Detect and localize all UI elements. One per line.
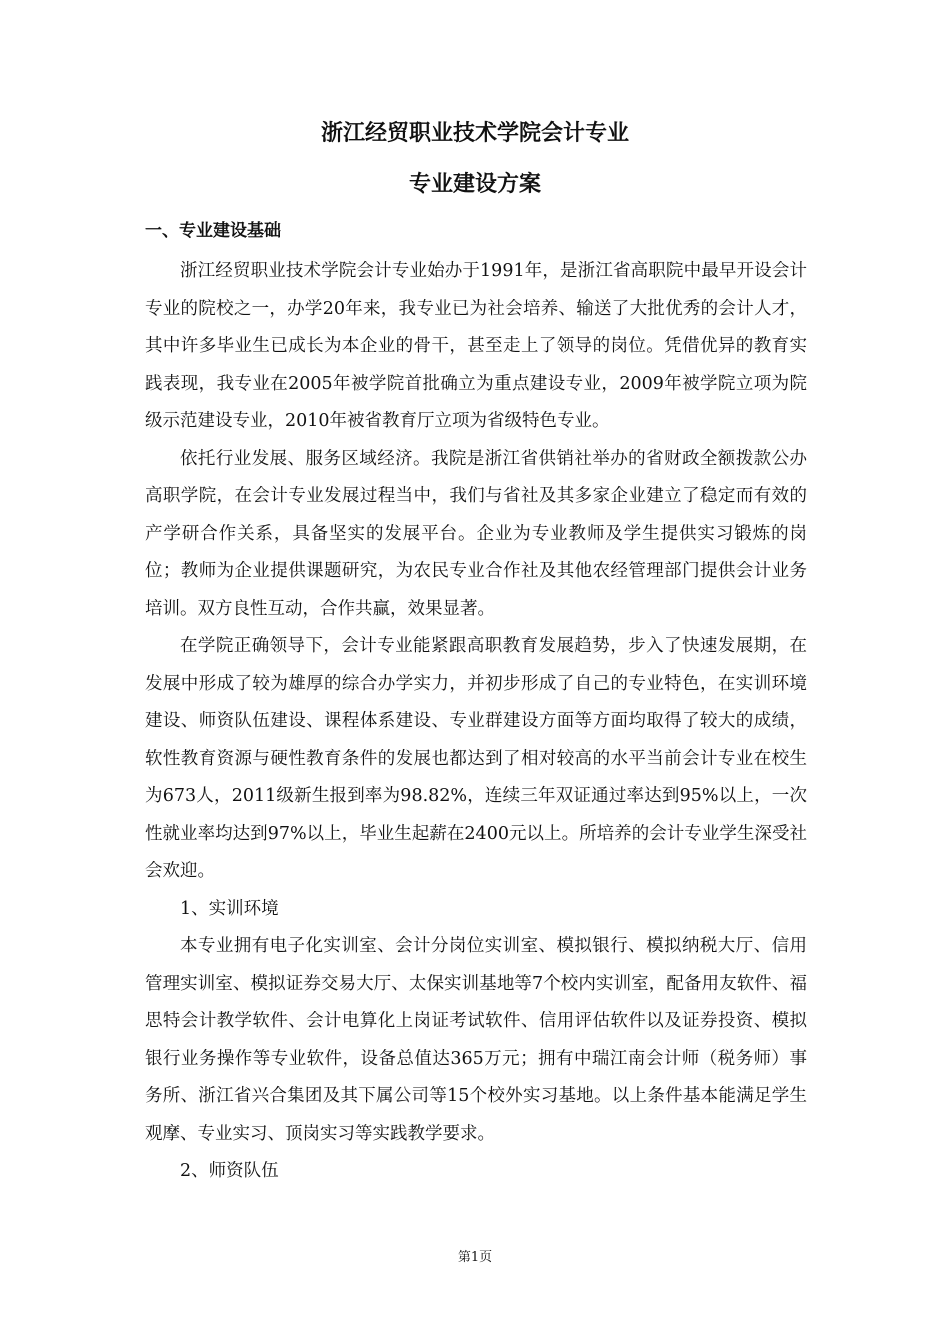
page-number: 第1页 bbox=[457, 1250, 493, 1265]
paragraph-achievements: 在学院正确领导下，会计专业能紧跟高职教育发展趋势，步入了快速发展期，在发展中形成了较为雄厚的综合办学实力，并初步形成了自己的专业特色，在实训环境建设、师资队伍建设、课程体系建设、专业群建设方面等方面均取得了较大的成绩，软性教育资源与硬性教育条件的发展也都达到了相对较高的水平当前会计专业在校生为673人，2011级新生报到率为98.82%，连续三年双证通过率达到95%以上，一次性就业率均达到97%以上，毕业生起薪在2400元以上。所培养的会计专业学生深受社会欢迎。 bbox=[145, 636, 807, 881]
paragraph-history: 浙江经贸职业技术学院会计专业始办于1991年，是浙江省高职院中最早开设会计专业的院校之一，办学20年来，我专业已为社会培养、输送了大批优秀的会计人才，其中许多毕业生已成长为本企业的骨干，甚至走上了领导的岗位。凭借优异的教育实践表现，我专业在2005年被学院首批确立为重点建设专业，2009年被学院立项为院级示范建设专业，2010年被省教育厅立项为省级特色专业。 bbox=[145, 261, 807, 431]
paragraph-training-environment: 本专业拥有电子化实训室、会计分岗位实训室、模拟银行、模拟纳税大厅、信用管理实训室、模拟证券交易大厅、太保实训基地等7个校内实训室，配备用友软件、福思特会计教学软件、会计电算化上岗证考试软件、信用评估软件以及证券投资、模拟银行业务操作等专业软件，设备总值达365万元；拥有中瑞江南会计师（税务师）事务所、浙江省兴合集团及其下属公司等15个校外实习基地。以上条件基本能满足学生观摩、专业实习、顶岗实习等实践教学要求。 bbox=[145, 936, 807, 1144]
paragraph-industry: 依托行业发展、服务区域经济。我院是浙江省供销社举办的省财政全额拨款公办高职学院，在会计专业发展过程当中，我们与省社及其多家企业建立了稳定而有效的产学研合作关系，具备坚实的发展平台。企业为专业教师及学生提供实习锻炼的岗位；教师为企业提供课题研究，为农民专业合作社及其他农经管理部门提供会计业务培训。双方良性互动，合作共赢，效果显著。 bbox=[145, 448, 807, 619]
section-heading-foundation: 一、专业建设基础 bbox=[145, 221, 281, 241]
document-body bbox=[145, 253, 807, 1191]
document-subtitle: 专业建设方案 bbox=[408, 172, 541, 197]
subsection-heading-training-environment: 1、实训环境 bbox=[180, 898, 279, 919]
subsection-heading-faculty: 2、师资队伍 bbox=[180, 1161, 279, 1181]
document-title: 浙江经贸职业技术学院会计专业 bbox=[320, 121, 629, 146]
